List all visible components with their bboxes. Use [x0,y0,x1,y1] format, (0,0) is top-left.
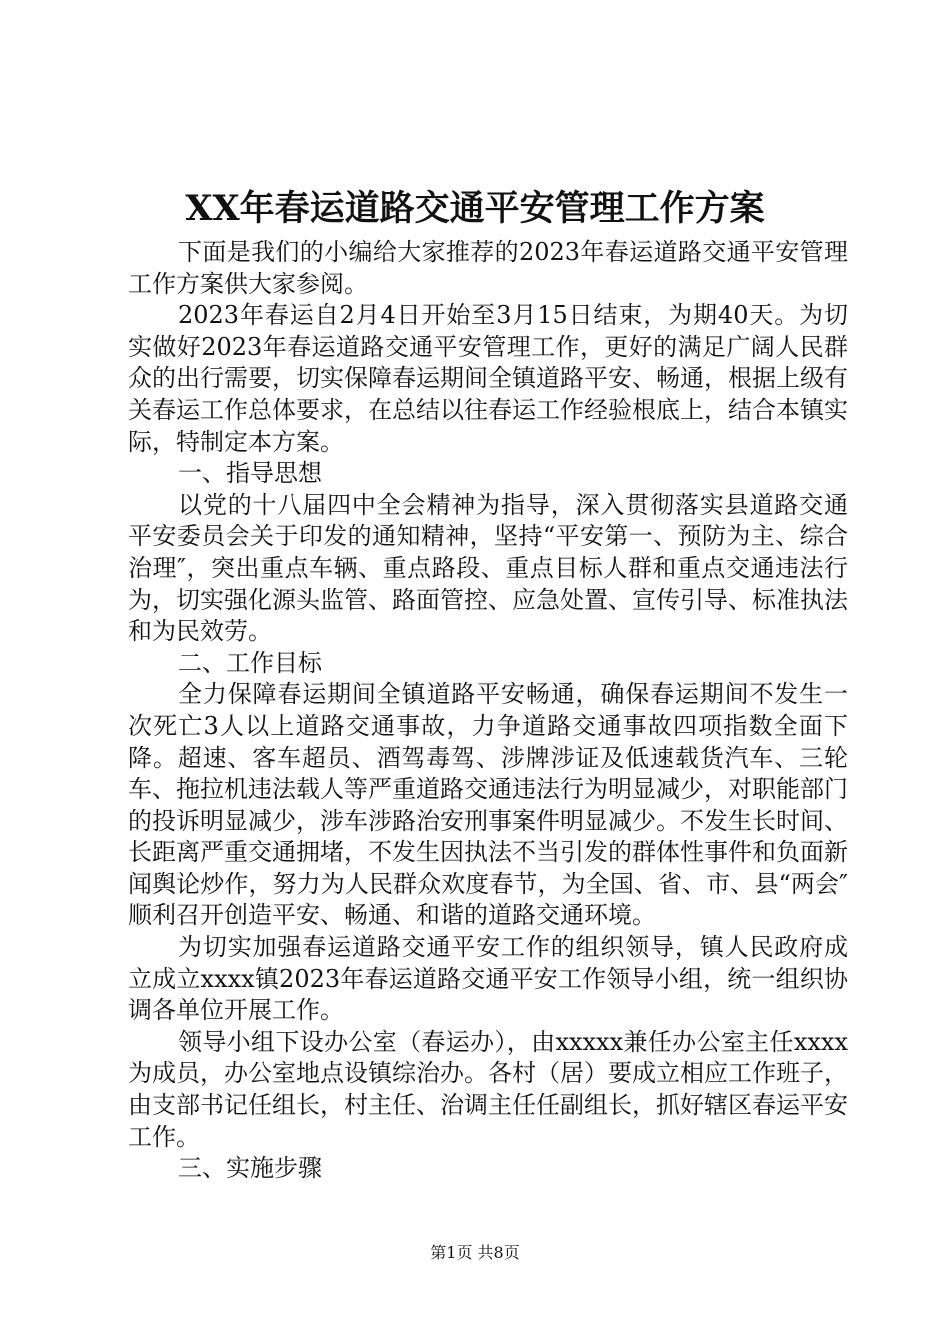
section-heading-work-goals: 二、工作目标 [178,648,322,677]
leadership-group-paragraph: 为切实加强春运道路交通平安工作的组织领导，镇人民政府成立成立xxxx镇2023年春运道路交通平安工作领导小组，统一组织协调各单位开展工作。 [128,933,848,1025]
guiding-thought-paragraph: 以党的十八届四中全会精神为指导，深入贯彻落实县道路交通平安委员会关于印发的通知精神，坚持“平安第一、预防为主、综合治理″，突出重点车辆、重点路段、重点目标人群和重点交通违法行为，切实强化源头监管、路面管控、应急处置、宣传引导、标准执法和为民效劳。 [128,490,848,646]
page-number-footer: 第1页 共8页 [430,1243,520,1262]
document-body [128,237,848,1185]
intro-paragraph: 下面是我们的小编给大家推荐的2023年春运道路交通平安管理工作方案供大家参阅。 [128,238,848,298]
overview-paragraph: 2023年春运自2月4日开始至3月15日结束，为期40天。为切实做好2023年春运道路交通平安管理工作，更好的满足广阔人民群众的出行需要，切实保障春运期间全镇道路平安、畅通，根据上级有关春运工作总体要求，在总结以往春运工作经验根底上，结合本镇实际，特制定本方案。 [128,301,848,456]
work-goals-paragraph: 全力保障春运期间全镇道路平安畅通，确保春运期间不发生一次死亡3人以上道路交通事故，力争道路交通事故四项指数全面下降。超速、客车超员、酒驾毒驾、涉牌涉证及低速载货汽车、三轮车、拖拉机违法载人等严重道路交通违法行为明显减少，对职能部门的投诉明显减少，涉车涉路治安刑事案件明显减少。不发生长时间、长距离严重交通拥堵，不发生因执法不当引发的群体性事件和负面新闻舆论炒作，努力为人民群众欢度春节，为全国、省、市、县“两会″顺利召开创造平安、畅通、和谐的道路交通环境。 [128,680,848,930]
document-title: XX年春运道路交通平安管理工作方案 [185,188,765,229]
section-heading-guiding-thought: 一、指导思想 [178,459,322,488]
section-heading-implementation-steps: 三、实施步骤 [178,1154,322,1183]
office-paragraph: 领导小组下设办公室（春运办），由xxxxx兼任办公室主任xxxx为成员，办公室地点设镇综治办。各村（居）要成立相应工作班子，由支部书记任组长，村主任、治调主任任副组长，抓好辖区春运平安工作。 [128,1027,848,1151]
